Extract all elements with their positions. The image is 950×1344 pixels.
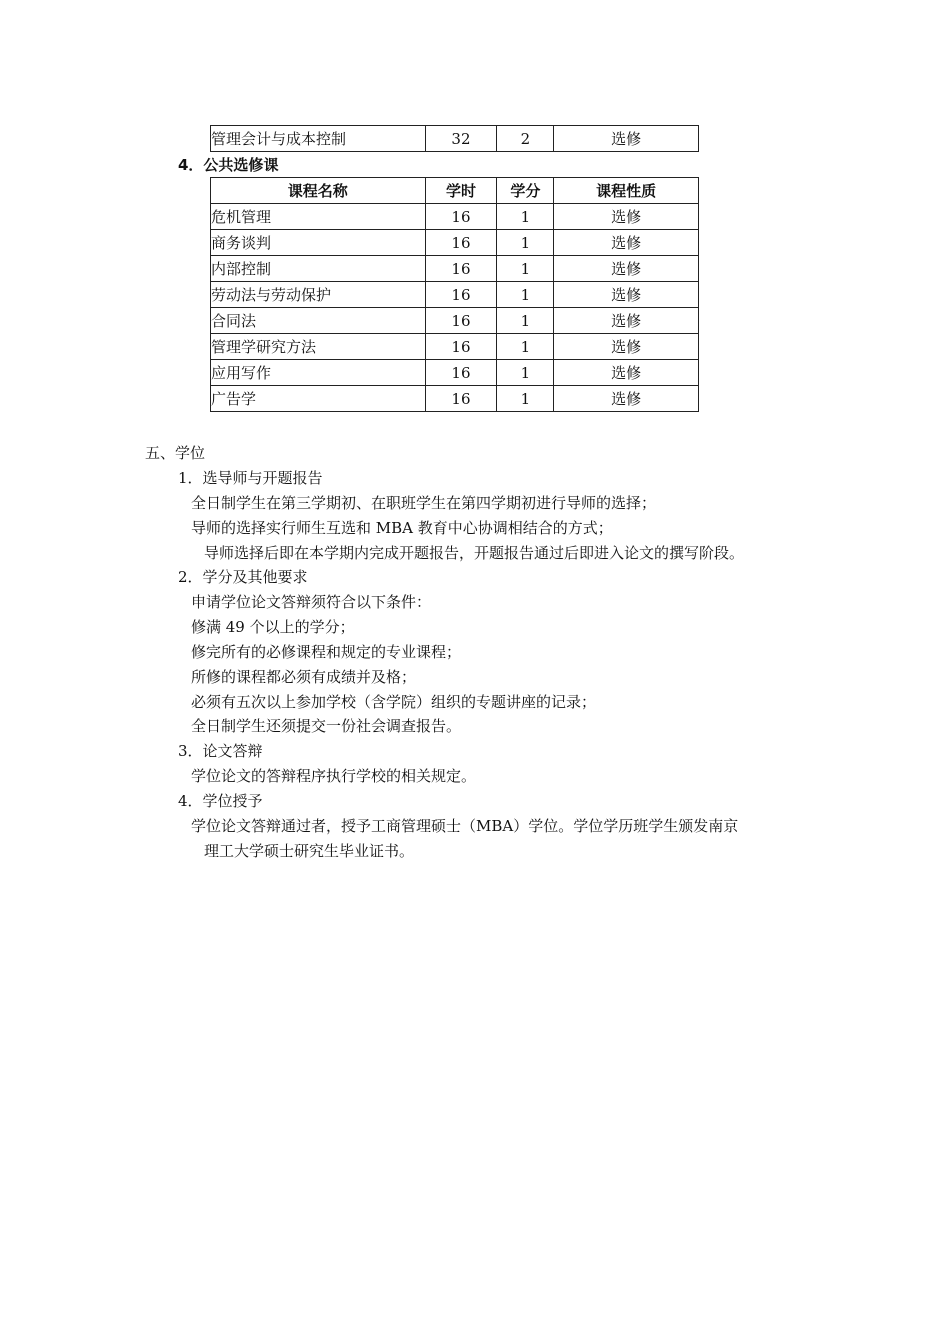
table-header-row [211, 178, 699, 204]
course-type-cell: 选修 [554, 386, 699, 412]
course-type-cell: 选修 [554, 126, 699, 152]
credits-cell: 1 [497, 256, 554, 282]
subsection-heading-defense: 3．论文答辩 [178, 742, 263, 760]
elective-course-table-continued [210, 125, 699, 152]
course-name-cell: 广告学 [211, 386, 426, 412]
table-row [211, 126, 699, 152]
paragraph-line: 全日制学生还须提交一份社会调查报告。 [191, 717, 462, 735]
paragraph-line: 导师选择后即在本学期内完成开题报告，开题报告通过后即进入论文的撰写阶段。 [204, 544, 745, 562]
table-row [211, 204, 699, 230]
hours-cell: 16 [425, 386, 497, 412]
section-title-degree: 五、学位 [145, 444, 206, 462]
credits-cell: 1 [497, 360, 554, 386]
hours-cell: 16 [425, 334, 497, 360]
credits-cell: 1 [497, 308, 554, 334]
header-credits: 学分 [497, 178, 554, 204]
paragraph-line: 修完所有的必修课程和规定的专业课程； [191, 643, 462, 661]
table-row [211, 386, 699, 412]
public-elective-table [210, 177, 699, 412]
credits-cell: 2 [497, 126, 554, 152]
paragraph-line: 学位论文答辩通过者，授予工商管理硕士（MBA）学位。学位学历班学生颁发南京 [191, 817, 739, 835]
paragraph-line: 所修的课程都必须有成绩并及格； [191, 668, 417, 686]
table-row [211, 360, 699, 386]
header-hours: 学时 [425, 178, 497, 204]
course-type-cell: 选修 [554, 230, 699, 256]
course-name-cell: 合同法 [211, 308, 426, 334]
credits-cell: 1 [497, 204, 554, 230]
hours-cell: 16 [425, 256, 497, 282]
course-type-cell: 选修 [554, 282, 699, 308]
course-name-cell: 劳动法与劳动保护 [211, 282, 426, 308]
course-type-cell: 选修 [554, 204, 699, 230]
course-name-cell: 内部控制 [211, 256, 426, 282]
paragraph-line: 修满 49 个以上的学分； [191, 618, 355, 636]
course-name-cell: 管理会计与成本控制 [211, 126, 426, 152]
paragraph-line: 申请学位论文答辩须符合以下条件： [191, 593, 432, 611]
hours-cell: 32 [425, 126, 497, 152]
credits-cell: 1 [497, 282, 554, 308]
course-type-cell: 选修 [554, 334, 699, 360]
hours-cell: 16 [425, 308, 497, 334]
paragraph-line: 学位论文的答辩程序执行学校的相关规定。 [191, 767, 477, 785]
credits-cell: 1 [497, 230, 554, 256]
course-type-cell: 选修 [554, 308, 699, 334]
course-name-cell: 应用写作 [211, 360, 426, 386]
table-row [211, 256, 699, 282]
paragraph-line: 必须有五次以上参加学校（含学院）组织的专题讲座的记录； [191, 693, 597, 711]
course-name-cell: 危机管理 [211, 204, 426, 230]
table-row [211, 334, 699, 360]
table-top-body [211, 126, 699, 152]
credits-cell: 1 [497, 334, 554, 360]
hours-cell: 16 [425, 282, 497, 308]
paragraph-line: 导师的选择实行师生互选和 MBA 教育中心协调相结合的方式； [191, 519, 613, 537]
table-row [211, 230, 699, 256]
table-public-body [211, 204, 699, 412]
header-course-type: 课程性质 [554, 178, 699, 204]
subsection-heading-credits: 2．学分及其他要求 [178, 568, 308, 586]
course-name-cell: 管理学研究方法 [211, 334, 426, 360]
subsection-heading-degree-award: 4．学位授予 [178, 792, 263, 810]
hours-cell: 16 [425, 204, 497, 230]
paragraph-line: 理工大学硕士研究生毕业证书。 [204, 842, 415, 860]
header-course-name: 课程名称 [211, 178, 426, 204]
table-row [211, 308, 699, 334]
paragraph-line: 全日制学生在第三学期初、在职班学生在第四学期初进行导师的选择； [191, 494, 657, 512]
public-elective-heading: 4．公共选修课 [178, 156, 279, 174]
course-type-cell: 选修 [554, 256, 699, 282]
hours-cell: 16 [425, 230, 497, 256]
subsection-heading-advisor: 1．选导师与开题报告 [178, 469, 323, 487]
table-row [211, 282, 699, 308]
course-name-cell: 商务谈判 [211, 230, 426, 256]
credits-cell: 1 [497, 386, 554, 412]
course-type-cell: 选修 [554, 360, 699, 386]
hours-cell: 16 [425, 360, 497, 386]
